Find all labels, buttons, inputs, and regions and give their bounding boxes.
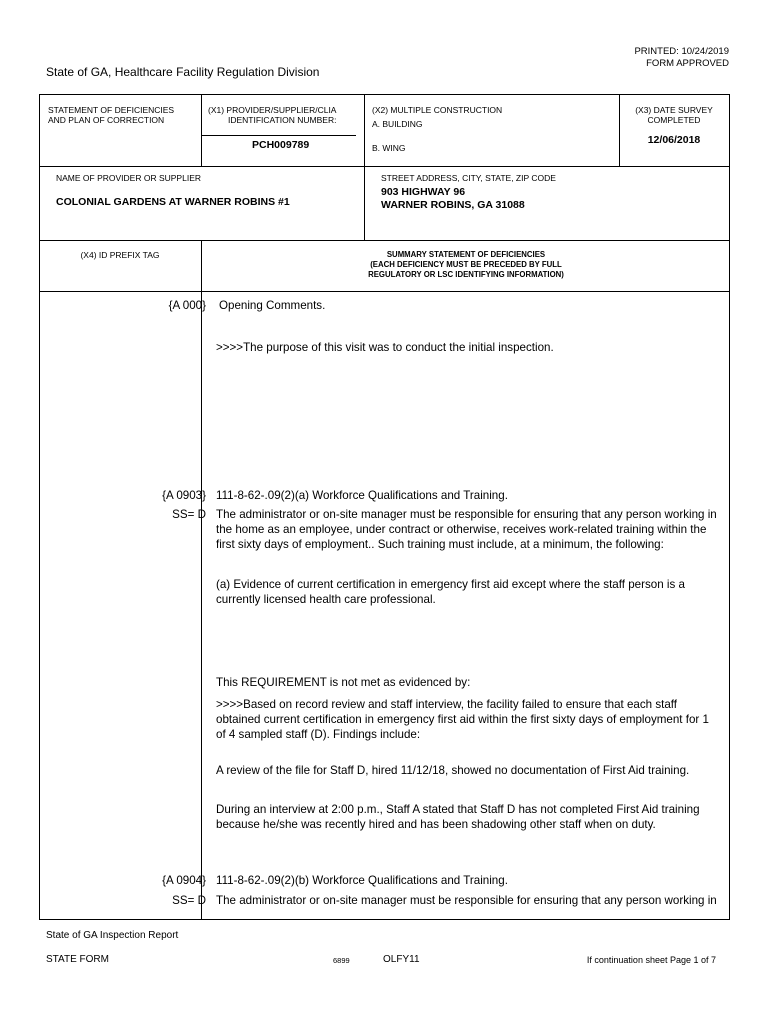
rule-col1 [201,94,202,166]
rule-header-bottom [39,166,730,167]
address: 903 HIGHWAY 96 WARNER ROBINS, GA 31088 [381,186,525,211]
footer-form-number: 6899 [333,956,350,965]
form-approved: FORM APPROVED [646,58,729,69]
tag-a0904: {A 0904} [162,874,206,887]
footer-report: State of GA Inspection Report [46,930,179,941]
tag-a0903: {A 0903} [162,489,206,502]
a0904-rule-text: The administrator or on-site manager must be responsible for ensuring that any person working in [216,894,717,907]
footer-code: OLFY11 [383,954,420,965]
rule-provider-bottom [39,240,730,241]
a000-title: Opening Comments. [219,299,326,312]
statement-label: STATEMENT OF DEFICIENCIES AND PLAN OF CORRECTION [48,105,175,125]
survey-date: 12/06/2018 [647,134,701,146]
x2-label: (X2) MULTIPLE CONSTRUCTION [372,105,503,115]
a0903-requirement: This REQUIREMENT is not met as evidenced by: [216,676,471,689]
x4-label: (X4) ID PREFIX TAG [80,250,160,260]
x2-wing: B. WING [372,143,406,153]
a0903-finding-1: >>>>Based on record review and staff interview, the facility failed to ensure that each staff obtained current certification in emergency first aid within the first sixty days of employment for 1 of 4 sampled staff (D). Findings include: [216,698,709,741]
rule-columns-bottom [39,291,730,292]
rule-tag-column [201,240,202,920]
a0903-rule-a: (a) Evidence of current certification in emergency first aid except where the staff person is a currently licensed health care professional. [216,578,685,606]
summary-heading: SUMMARY STATEMENT OF DEFICIENCIES (EACH DEFICIENCY MUST BE PRECEDED BY FULL REGULATORY OR LSC IDENTIFYING INFORMATION) [368,250,564,279]
address-label: STREET ADDRESS, CITY, STATE, ZIP CODE [381,173,556,183]
printed-date: PRINTED: 10/24/2019 [634,46,729,57]
a000-text: >>>>The purpose of this visit was to conduct the initial inspection. [216,341,554,354]
provider-id: PCH009789 [252,139,310,151]
a0903-rule-text: The administrator or on-site manager must be responsible for ensuring that any person working in the home as an employee, under contract or otherwise, receives work-related training within the first sixty days of employment.. Such training must include, at a minimum, the following: [216,508,717,551]
provider-label: NAME OF PROVIDER OR SUPPLIER [56,173,201,183]
tag-a000: {A 000} [168,299,206,312]
x1-label: (X1) PROVIDER/SUPPLIER/CLIA IDENTIFICATION NUMBER: [208,105,337,125]
a0903-finding-2: A review of the file for Staff D, hired 11/12/18, showed no documentation of First Aid training. [216,764,690,777]
a0903-finding-3: During an interview at 2:00 p.m., Staff A stated that Staff D has not completed First Aid training because he/she was recently hired and has been shadowing other staff when on duty. [216,803,700,831]
agency-title: State of GA, Healthcare Facility Regulation Division [46,65,320,79]
x2-building: A. BUILDING [372,119,423,129]
ss-a0903: SS= D [172,508,206,521]
rule-col2 [364,94,365,166]
ss-a0904: SS= D [172,894,206,907]
x3-label: (X3) DATE SURVEY COMPLETED [635,105,713,125]
provider-name: COLONIAL GARDENS AT WARNER ROBINS #1 [56,196,290,208]
footer-state-form: STATE FORM [46,954,109,965]
rule-address-split [364,166,365,240]
a0904-title: 111-8-62-.09(2)(b) Workforce Qualifications and Training. [216,874,508,887]
a0903-title: 111-8-62-.09(2)(a) Workforce Qualifications and Training. [216,489,508,502]
footer-continuation: If continuation sheet Page 1 of 7 [586,955,716,965]
rule-x1-split [201,135,356,136]
